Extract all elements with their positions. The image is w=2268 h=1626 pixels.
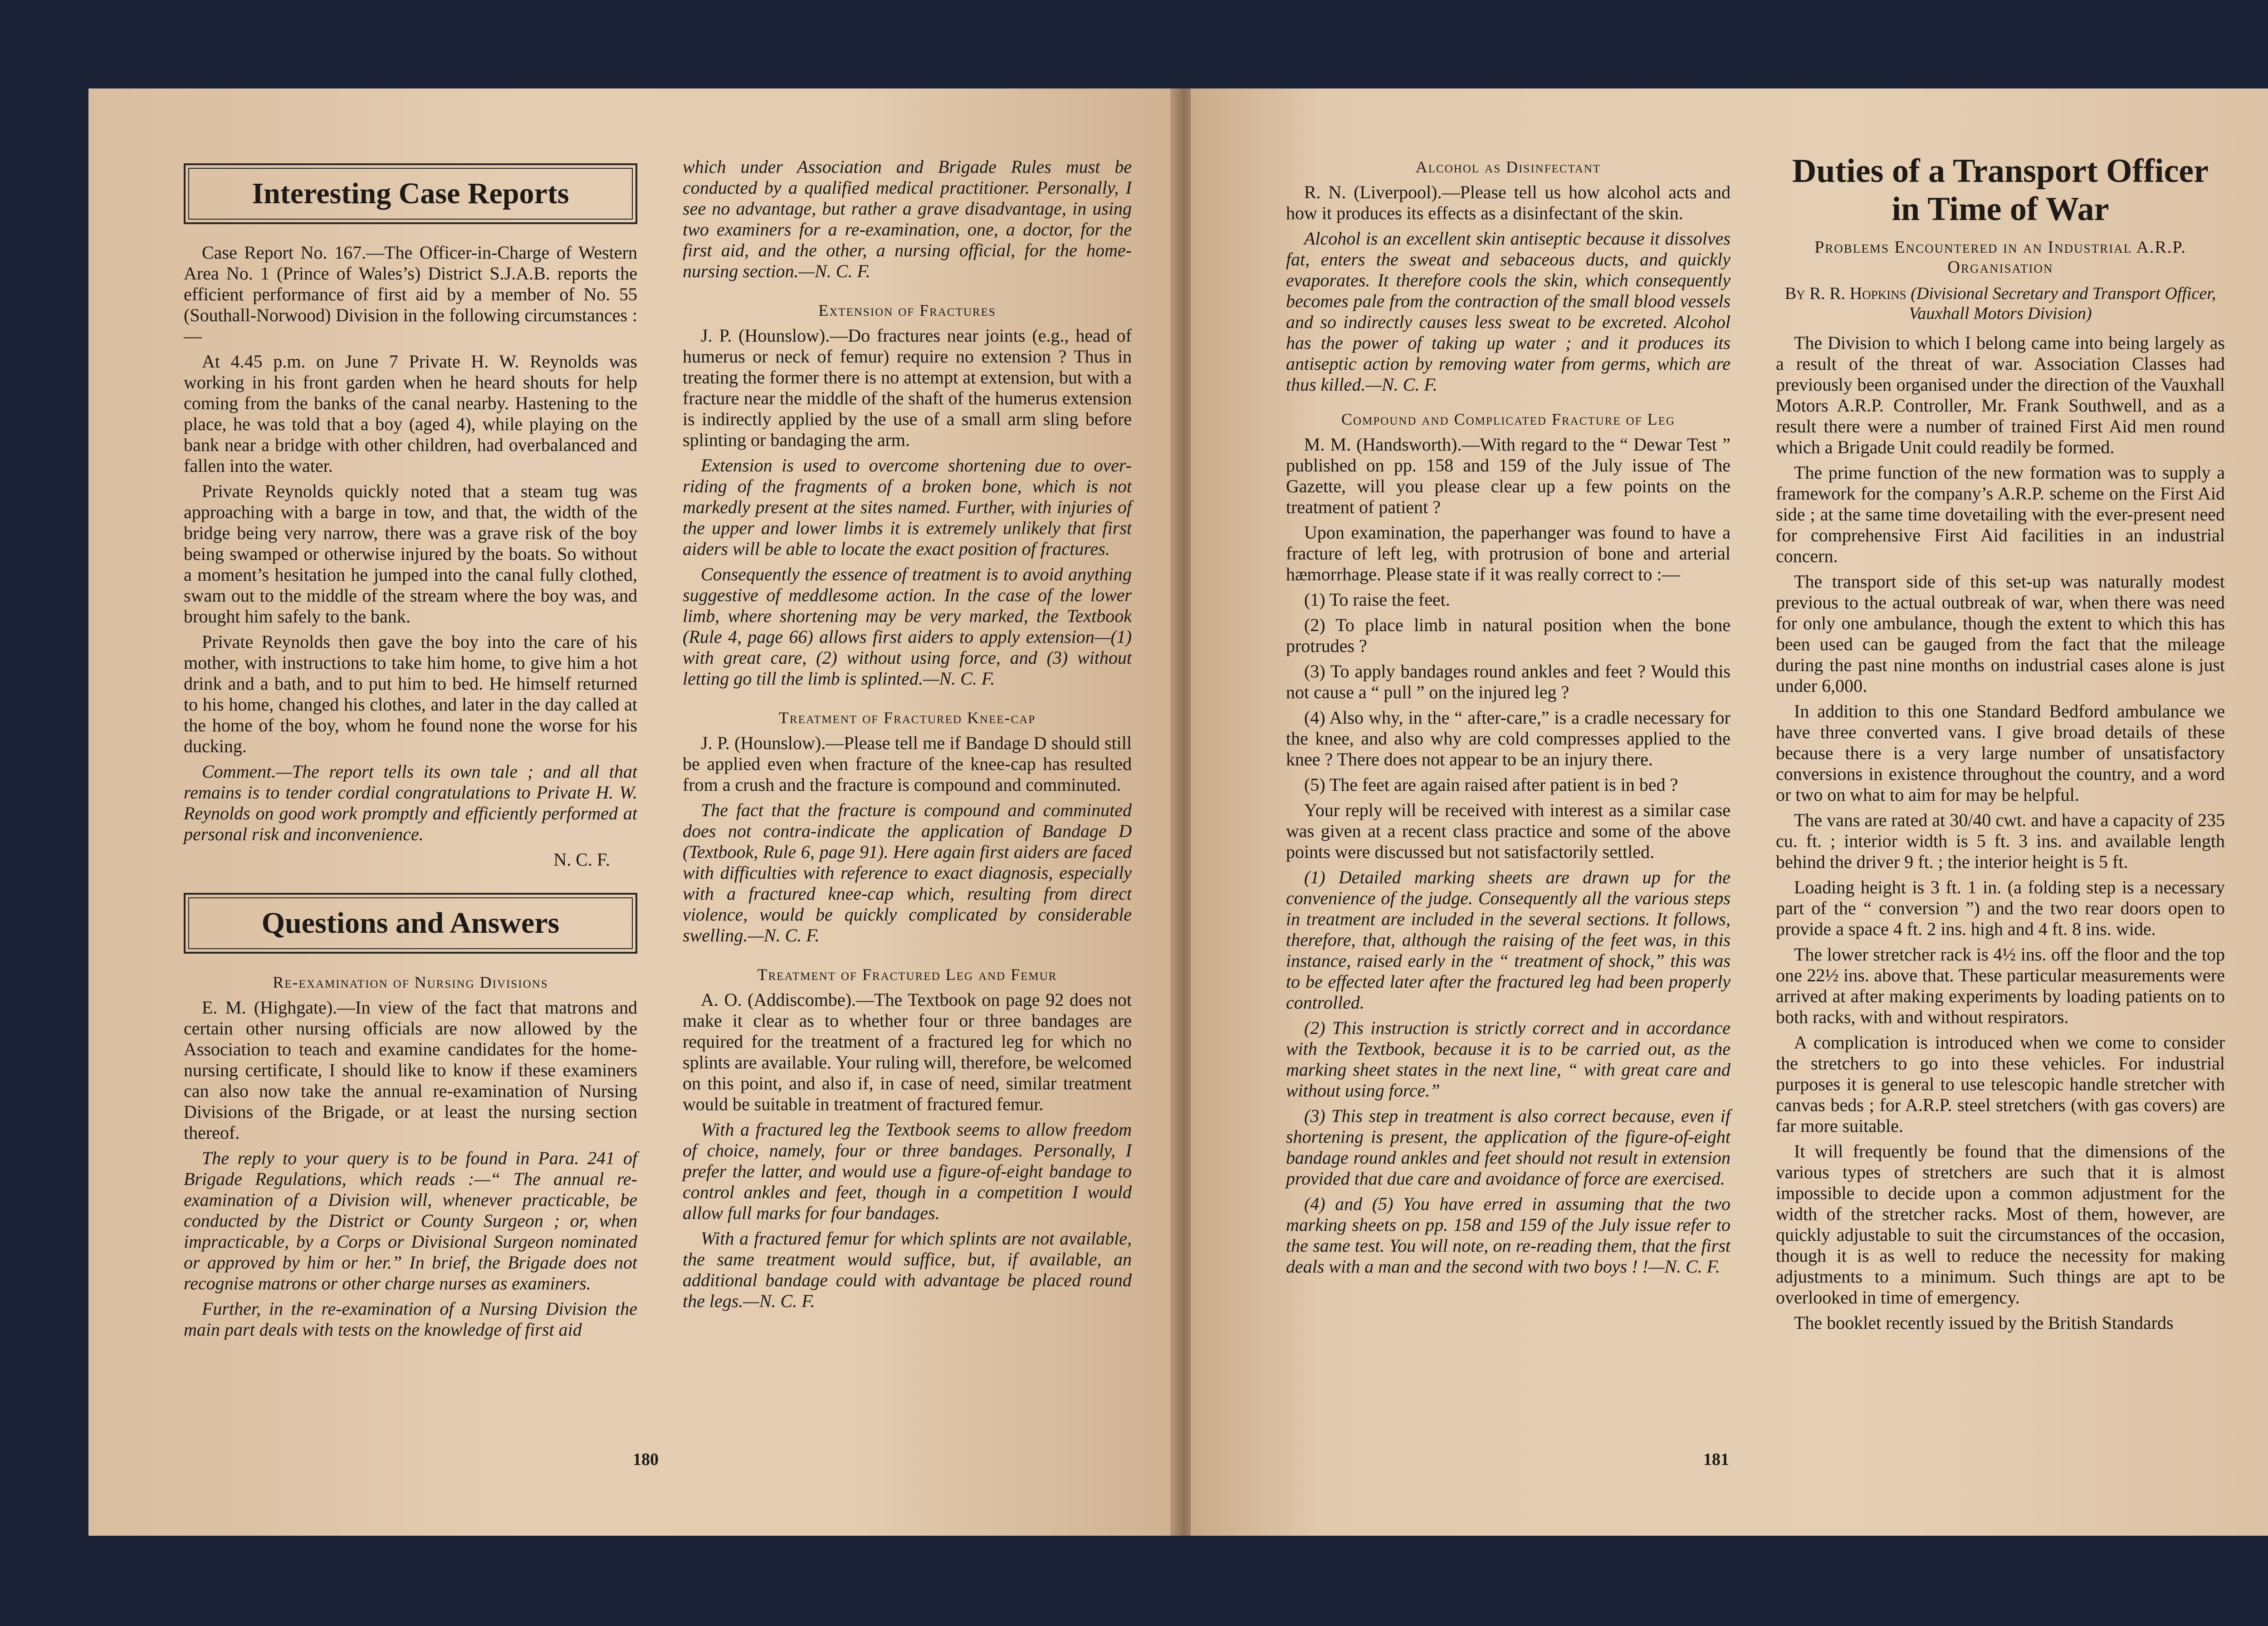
answer-paragraph: With a fractured leg the Textbook seems to allow freedom of choice, namely, four or three bandages. Personally, I prefer the latter, and would use a figure-of-eight bandage to control ankles and feet, though in a competition I would allow full marks for four bandages. <box>683 1119 1132 1223</box>
answer-paragraph: (2) This instruction is strictly correct and in accordance with the Textbook, because it is to be carried out, as the marking sheet states in the next line, “ with great care and without using force.” <box>1286 1018 1730 1101</box>
magazine-spread <box>88 88 2268 1536</box>
paragraph: The booklet recently issued by the British Standards <box>1794 1313 2174 1333</box>
paragraph: Upon examination, the paperhanger was found to have a fracture of left leg, with protrusion of bone and arterial hæmorrhage. Please state if it was really correct to :— <box>1286 522 1730 584</box>
paragraph: J. P. (Hounslow).—Please tell me if Bandage D should still be applied even when fracture of the knee-cap has resulted from a crush and the fracture is compound and comminuted. <box>683 733 1132 795</box>
list-item: (1) To raise the feet. <box>1304 589 1450 610</box>
paragraph: In addition to this one Standard Bedford ambulance we have three converted vans. I give broad details of these because there is a very large number of unsatisfactory conversions in existence throughout the country, and a word or two on what to aim for may be helpful. <box>1776 701 2225 805</box>
paragraph: Private Reynolds quickly noted that a steam tug was approaching with a barge in tow, and that, the width of the bridge being very narrow, there was a grave risk of the boy being swamped or otherwise injured by the boats. So without a moment’s hesitation he jumped into the canal fully clothed, swam out to the middle of the stream where the boy was, and brought him safely to the bank. <box>184 481 637 627</box>
questions-heading-box <box>184 893 637 954</box>
paragraph: R. N. (Liverpool).—Please tell us how alcohol acts and how it produces its effects as a disinfectant of the skin. <box>1286 182 1730 223</box>
paragraph: The lower stretcher rack is 4½ ins. off the floor and the top one 22½ ins. above that. These particular measurements were arrived at after making experiments by loading patients on to both racks, with and without respirators. <box>1776 944 2225 1027</box>
paragraph: Private Reynolds then gave the boy into the care of his mother, with instructions to take him home, to give him a hot drink and a bath, and to put him to bed. He himself returned to his home, changed his clothes, and later in the day called at the home of the boy, whom he found none the worse for his ducking. <box>184 632 637 756</box>
paragraph: The prime function of the new formation was to supply a framework for the company’s A.R.P. scheme on the First Aid side ; at the same time dovetailing with the ever-present need for comprehensive First Aid facilities in an industrial concern. <box>1776 462 2225 566</box>
questions-heading: Questions and Answers <box>188 897 633 949</box>
paragraph: M. M. (Handsworth).—With regard to the “ Dewar Test ” published on pp. 158 and 159 of the July issue of The Gazette, will you please clear up a few points on the treatment of patient ? <box>1286 434 1730 517</box>
byline <box>1776 284 2225 323</box>
left-column-1 <box>184 163 637 1345</box>
byline-role: (Divisional Secretary and Transport Officer, Vauxhall Motors Division) <box>1909 284 2216 323</box>
answer-paragraph: Alcohol is an excellent skin antiseptic because it dissolves fat, enters the sweat and sebaceous ducts, and quickly evaporates. It therefore cools the skin, which consequently becomes pale from the contraction of the small blood vessels and so indirectly causes less sweat to be excreted. Alcohol has the power of taking up water ; and it produces its antiseptic action by removing water from germs, which are thus killed.—N. C. F. <box>1286 228 1730 395</box>
right-column-2 <box>1776 152 2225 1338</box>
section-subheading: Alcohol as Disinfectant <box>1415 158 1601 176</box>
paragraph: The vans are rated at 30/40 cwt. and have a capacity of 235 cu. ft. ; interior width is 5 ft. 3 ins. and available length behind the driver 9 ft. ; the interior height is 5 ft. <box>1776 810 2225 872</box>
paragraph: It will frequently be found that the dimensions of the various types of stretchers are such that it is almost impossible to decide upon a common adjustment for the width of the stretcher racks. Most of them, however, are quickly adjustable to suit the circumstances of the occasion, though it is as well to reduce the necessity for making adjustments to a minimum. Such things are apt to be overlooked in time of emergency. <box>1776 1141 2225 1308</box>
paragraph: Case Report No. 167.—The Officer-in-Charge of Western Area No. 1 (Prince of Wales’s) District S.J.A.B. reports the efficient performance of first aid by a member of No. 55 (Southall-Norwood) Division in the following circumstances :— <box>184 242 637 346</box>
page-number: 180 <box>633 1450 659 1469</box>
case-reports-heading: Interesting Case Reports <box>188 168 633 220</box>
section-subheading: Treatment of Fractured Leg and Femur <box>757 965 1057 984</box>
section-subheading: Re-examination of Nursing Divisions <box>273 973 548 991</box>
paragraph: E. M. (Highgate).—In view of the fact that matrons and certain other nursing officials are now allowed by the Association to teach and examine candidates for the home-nursing certificate, I should like to know if these examiners can also now take the annual re-examination of Nursing Divisions of the Brigade, or at least the nursing section thereof. <box>184 997 637 1143</box>
paragraph: Loading height is 3 ft. 1 in. (a folding step is a necessary part of the “ conversion ”) and the two rear doors open to provide a space 4 ft. 2 ins. high and 4 ft. 8 ins. wide. <box>1776 877 2225 939</box>
left-column-2 <box>683 157 1132 1316</box>
article-title: Duties of a Transport Officer in Time of War <box>1792 152 2209 228</box>
answer-paragraph: The reply to your query is to be found in Para. 241 of Brigade Regulations, which reads :—“ The annual re-examination of a Division will, whenever practicable, be conducted by the District or County Surgeon ; or, when impracticable, by a Corps or Divisional Surgeon nominated or approved by him or her.” In brief, the Brigade does not recognise matrons or other charge nurses as examiners. <box>184 1148 637 1293</box>
right-page <box>1191 88 2268 1536</box>
list-item: (4) Also why, in the “ after-care,” is a cradle necessary for the knee, and also why are cold compresses applied to the knee ? There does not appear to be an injury there. <box>1286 707 1730 769</box>
list-item: (5) The feet are again raised after patient is in bed ? <box>1304 774 1678 795</box>
paragraph: A. O. (Addiscombe).—The Textbook on page 92 does not make it clear as to whether four or three bandages are required for the treatment of a fractured leg for which no splints are available. Your ruling will, therefore, be welcomed on this point, and also if, in case of need, similar treatment would be suitable in treatment of fractured femur. <box>683 989 1132 1114</box>
section-subheading: Extension of Fractures <box>818 301 996 319</box>
answer-paragraph: which under Association and Brigade Rules must be conducted by a qualified medical practitioner. Personally, I see no advantage, but rather a grave disadvantage, in using two examiners for a re-examination, one, a doctor, for the first aid, and the other, a nursing official, for the home-nursing section.—N. C. F. <box>683 157 1132 281</box>
page-number: 181 <box>1703 1450 1729 1469</box>
section-subheading: Treatment of Fractured Knee-cap <box>778 709 1036 727</box>
right-column-1 <box>1286 157 1730 1282</box>
list-item: (2) To place limb in natural position when the bone protrudes ? <box>1286 615 1730 656</box>
case-reports-heading-box <box>184 163 637 224</box>
answer-paragraph: (1) Detailed marking sheets are drawn up for the convenience of the judge. Consequently all the various steps in treatment are included in the several sections. It follows, therefore, that, although the raising of the feet was, in this instance, raised early in the “ treatment of shock,” this was to be effected later after the fractured leg had been properly controlled. <box>1286 867 1730 1013</box>
section-subheading: Compound and Complicated Fracture of Leg <box>1341 410 1675 428</box>
answer-paragraph: (4) and (5) You have erred in assuming that the two marking sheets on pp. 158 and 159 of the July issue refer to the same test. You will note, on re-reading them, that the first deals with a man and the second with two boys ! !—N. C. F. <box>1286 1194 1730 1277</box>
comment-paragraph: Comment.—The report tells its own tale ; and all that remains is to tender cordial congratulations to Private H. W. Reynolds on good work promptly and efficiently performed at personal risk and inconvenience. <box>184 761 637 844</box>
article-subtitle: Problems Encountered in an Industrial A.R.P. Organisation <box>1814 238 2186 277</box>
paragraph: Your reply will be received with interest as a similar case was given at a recent class practice and some of the above points were discussed but not satisfactorily settled. <box>1286 800 1730 862</box>
paragraph: The transport side of this set-up was naturally modest previous to the actual outbreak of war, when there was need for only one ambulance, though the extent to which this has been used can be gauged from the fact that the mileage during the past nine months on industrial cases alone is just under 6,000. <box>1776 571 2225 696</box>
paragraph: At 4.45 p.m. on June 7 Private H. W. Reynolds was working in his front garden when he heard shouts for help coming from the banks of the canal nearby. Hastening to the place, he was told that a boy (aged 4), while playing on the bank near a bridge with other children, had overbalanced and fallen into the water. <box>184 351 637 476</box>
list-item: (3) To apply bandages round ankles and feet ? Would this not cause a “ pull ” on the injured leg ? <box>1286 661 1730 702</box>
answer-paragraph: (3) This step in treatment is also correct because, even if shortening is present, the application of the figure-of-eight bandage round ankles and feet should not result in extension provided that due care and avoidance of force are exercised. <box>1286 1106 1730 1189</box>
paragraph: J. P. (Hounslow).—Do fractures near joints (e.g., head of humerus or neck of femur) require no extension ? Thus in treating the former there is no attempt at extension, but with a fracture near the middle of the shaft of the humerus extension is indirectly applied by the use of a small arm sling before splinting or bandaging the arm. <box>683 325 1132 450</box>
paragraph: The Division to which I belong came into being largely as a result of the threat of war. Association Classes had previously been organised under the direction of the Vauxhall Motors A.R.P. Controller, Mr. Frank Southwell, and as a result there were a number of trained First Aid men round which a Brigade Unit could readily be formed. <box>1776 333 2225 457</box>
signature: N. C. F. <box>553 849 610 870</box>
answer-paragraph: Consequently the essence of treatment is to avoid anything suggestive of meddlesome action. In the case of the lower limb, where shortening may be very marked, the Textbook (Rule 4, page 66) allows first aiders to apply extension—(1) with great care, (2) without using force, and (3) without letting go till the limb is splinted.—N. C. F. <box>683 564 1132 689</box>
paragraph: A complication is introduced when we come to consider the stretchers to go into these vehicles. For industrial purposes it is general to use telescopic handle stretcher with canvas beds ; for A.R.P. steel stretchers (with gas covers) are far more suitable. <box>1776 1032 2225 1136</box>
left-page <box>88 88 1177 1536</box>
answer-paragraph: Further, in the re-examination of a Nursing Division the main part deals with tests on the knowledge of first aid <box>184 1298 637 1340</box>
answer-paragraph: Extension is used to overcome shortening due to over-riding of the fragments of a broken bone, which is not markedly present at the sites named. Further, with injuries of the upper and lower limbs it is extremely unlikely that first aiders will be able to locate the exact position of fractures. <box>683 455 1132 559</box>
answer-paragraph: With a fractured femur for which splints are not available, the same treatment would suffice, but, if available, an additional bandage could with advantage be placed round the legs.—N. C. F. <box>683 1228 1132 1311</box>
answer-paragraph: The fact that the fracture is compound and comminuted does not contra-indicate the application of Bandage D (Textbook, Rule 6, page 91). Here again first aiders are faced with difficulties with reference to exact diagnosis, especially with a fractured knee-cap which, resulting from direct violence, would be quickly complicated by considerable swelling.—N. C. F. <box>683 800 1132 945</box>
byline-author: By R. R. Hopkins <box>1784 284 1906 303</box>
